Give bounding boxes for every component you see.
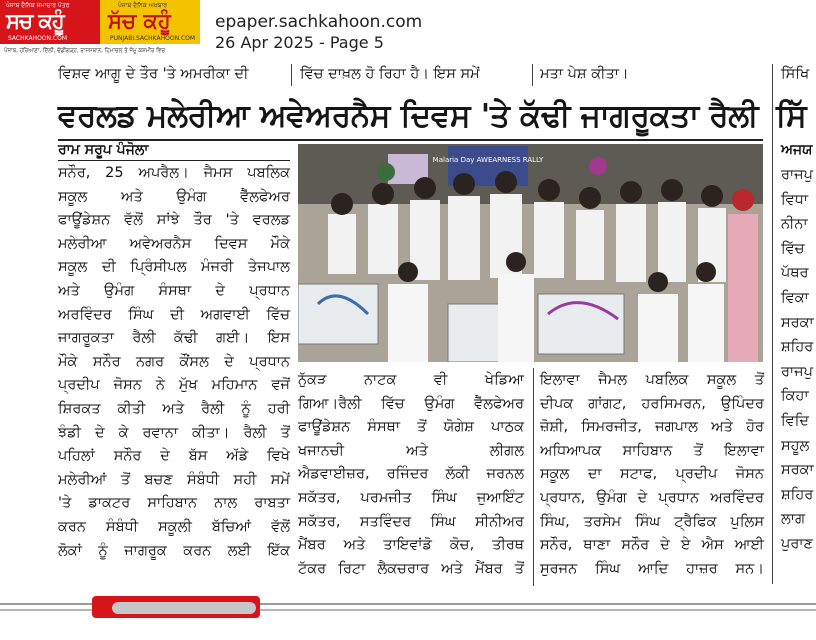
article-headline: ਵਰਲਡ ਮਲੇਰੀਆ ਅਵੇਅਰਨੈਸ ਦਿਵਸ 'ਤੇ ਕੱਢੀ ਜਾਗਰੂਕਤਾ ਰੈਲੀ <box>58 98 759 134</box>
article-text-line: ਅਰਵਿੰਦਰ ਸਿੰਘ ਦੀ ਅਗਵਾਈ ਵਿੱਚ <box>58 306 290 323</box>
article-text-line: ਦੀਪਕ ਗਾਂਗਟ, ਹਰਸਿਮਰਨ, ਉਪਿੰਦਰ <box>540 395 764 412</box>
article-text-line: ਸਰਕਾ <box>781 462 814 479</box>
page-rule-right <box>260 603 816 605</box>
logo-left-tagline: ਪੰਜਾਬ ਦੈਨਿਕ ਸਮਾਚਾਰ ਪੱਤਰ <box>6 2 70 9</box>
article-text-line: ਜਾਗਰੂਕਤਾ ਰੈਲੀ ਕੱਢੀ ਗਈ। ਇਸ <box>58 330 290 347</box>
newspaper-logo[interactable] <box>0 0 200 58</box>
article-text-line: ਸ਼ਿਰਕਤ ਕੀਤੀ ਅਤੇ ਰੈਲੀ ਨੂੰ ਹਰੀ <box>58 401 290 417</box>
article-text-line: ਸਕੂਲ ਦੀ ਪ੍ਰਿੰਸੀਪਲ ਮੰਜਰੀ ਤੇਜਪਾਲ <box>58 259 290 276</box>
article-text-line: ਪੱਥਰ <box>781 265 809 282</box>
source-url[interactable]: epaper.sachkahoon.com <box>215 12 423 32</box>
article-text-line: ਪ੍ਰਧਾਨ, ਉਮੰਗ ਦੇ ਪ੍ਰਧਾਨ ਅਰਵਿੰਦਰ <box>540 490 764 506</box>
article-text-line: ਲਾਗ <box>781 511 806 528</box>
article-text-line: ਝੰਡੀ ਦੇ ਕੇ ਰਵਾਨਾ ਕੀਤਾ। ਰੈਲੀ ਤੋਂ <box>58 424 290 441</box>
column-divider <box>533 368 534 586</box>
article-text-line: ਅਤੇ ਉਮੰਗ ਸੰਸਥਾ ਦੇ ਪ੍ਰਧਾਨ <box>58 283 290 299</box>
logo-regions-strip: ਪੰਜਾਬ, ਹਰਿਆਣਾ, ਦਿੱਲੀ, ਚੰਡੀਗੜ੍ਹ, ਰਾਜਸਥਾਨ, ਹਿਮਾਚਲ ਤੇ ਜੰਮੂ ਕਸ਼ਮੀਰ ਵਿਚ <box>4 48 166 54</box>
article-text-line: ਪੁਰਾਣ <box>781 536 813 552</box>
article-text-line: ਸਿੰਘ, ਤਰਸੇਮ ਸਿੰਘ ਟ੍ਰੈਫਿਕ ਪੁਲਿਸ <box>540 513 764 530</box>
page-rule-right-2 <box>260 609 816 611</box>
scrollbar-thumb[interactable] <box>112 602 256 614</box>
byline-rule <box>58 160 290 161</box>
article-text-line: ਵਿਦਿ <box>781 413 810 429</box>
epaper-header <box>0 0 816 62</box>
article-text-line: ਮੌਕੇ ਸਨੌਰ ਨਗਰ ਕੌਂਸਲ ਦੇ ਪ੍ਰਧਾਨ <box>58 353 290 370</box>
article-text-line: ਪਹਿਲਾਂ ਸਨੌਰ ਦੇ ਬੱਸ ਅੱਡੇ ਵਿਖੇ <box>58 448 290 465</box>
logo-left-title: ਸਚ ਕਹੂੰ <box>6 9 64 33</box>
article-text-line: ਸਰਕਾ <box>781 314 814 331</box>
logo-left-site: SACHKAHOON.COM <box>8 35 67 42</box>
top-strip-col1: ਵਿਸ਼ਵ ਆਗੂ ਦੇ ਤੌਰ 'ਤੇ ਅਮਰੀਕਾ ਦੀ <box>58 66 249 82</box>
article-text-line: ਰਾਜਪੁ <box>781 363 813 380</box>
article-text-line: 'ਤੇ ਡਾਕਟਰ ਸਾਹਿਬਾਨ ਨਾਲ ਰਾਬਤਾ <box>58 495 290 512</box>
article-text-line: ਇਲਾਵਾ ਜੈਮਲ ਪਬਲਿਕ ਸਕੂਲ ਤੋਂ <box>540 372 764 388</box>
logo-right-title: ਸੱਚ ਕਹੂੰ <box>108 9 171 33</box>
article-text-line: ਸਨੌਰ, ਥਾਣਾ ਸਨੌਰ ਦੇ ਏ ਐਸ ਆਈ <box>540 537 764 554</box>
page-rule-left <box>0 603 92 605</box>
article-text-line: ਐਡਵਾਈਜ਼ਰ, ਰਜਿੰਦਰ ਲੱਕੀ ਜਰਨਲ <box>298 466 524 483</box>
article-text-line: ਫਾਊਂਡੇਸ਼ਨ ਵੱਲੋਂ ਸਾਂਝੇ ਤੌਰ 'ਤੇ ਵਰਲਡ <box>58 212 290 229</box>
article-text-line: ਮੈਂਬਰ ਅਤੇ ਤਾਇਵਾਂਡੋ ਕੋਚ, ਤੀਰਥ <box>298 537 524 554</box>
article-text-line: ਮਲੇਰੀਆਂ ਤੋਂ ਬਚਣ ਸੰਬੰਧੀ ਸਹੀ ਸਮੇਂ <box>58 471 290 488</box>
article-text-line: ਸੁਰਜਨ ਸਿੰਘ ਆਦਿ ਹਾਜ਼ਰ ਸਨ। <box>540 560 764 577</box>
article-text-line: ਵਿਕਾ <box>781 290 809 306</box>
logo-right-site: PUNJABI.SACHKAHOON.COM <box>110 35 196 42</box>
article-text-line: ਫਾਊਂਡੇਸ਼ਨ ਸੰਸਥਾ ਤੋਂ ਯੋਗੇਸ਼ ਪਾਠਕ <box>298 419 524 436</box>
article-text-line: ਸ਼ਹਿਰ <box>781 339 814 356</box>
top-strip-col2: ਵਿੱਚ ਦਾਖ਼ਲ ਹੋ ਰਿਹਾ ਹੈ। ਇਸ ਸਮੇਂ <box>300 66 480 82</box>
article-text-line: ਵਿਧਾ <box>781 191 809 208</box>
article-text-line: ਸਕੱਤਰ, ਪਰਮਜੀਤ ਸਿੰਘ ਜੁਆਇੰਟ <box>298 490 524 506</box>
article-text-line: ਪ੍ਰਦੀਪ ਜੋਸਨ ਨੇ ਮੁੱਖ ਮਹਿਮਾਨ ਵਜੋਂ <box>58 377 290 394</box>
page-rule-left-2 <box>0 609 92 611</box>
article-byline: ਰਾਮ ਸਰੂਪ ਪੰਜੋਲਾ <box>58 142 149 158</box>
logo-right-tagline: ਪੰਜਾਬ ਦੈਨਿਕ ਅਖ਼ਬਾਰ <box>118 2 167 9</box>
logo-right-panel <box>100 0 200 44</box>
article-text-line: ਅਧਿਆਪਕ ਸਾਹਿਬਾਨ ਤੋਂ ਇਲਾਵਾ <box>540 442 764 459</box>
page-date-info: 26 Apr 2025 - Page 5 <box>215 33 384 52</box>
right-article-byline: ਅਜਯ <box>781 142 813 158</box>
column-divider <box>291 64 292 86</box>
article-text-line: ਸਕੱਤਰ, ਸਤਵਿੰਦਰ ਸਿੰਘ ਸੀਨੀਅਰ <box>298 513 524 530</box>
article-text-line: ਸਕੂਲ ਅਤੇ ਉਮੰਗ ਵੈੱਲਫੇਅਰ <box>58 188 290 205</box>
article-text-line: ਰਾਜਪੁ <box>781 167 813 183</box>
top-strip-col3: ਮਤਾ ਪੇਸ਼ ਕੀਤਾ। <box>540 66 629 82</box>
photo-banner-text: Malaria Day AWEARNESS RALLY <box>432 156 544 164</box>
article-text-line: ਨੀਨਾ <box>781 216 808 233</box>
top-strip-col4: ਸਿੱਖਿ <box>781 66 810 82</box>
article-text-line: ਜ਼ੋਸ਼ੀ, ਸਿਮਰਜੀਤ, ਜਗਪਾਲ ਅਤੇ ਹੋਰ <box>540 419 764 436</box>
article-text-line: ਮਲੇਰੀਆ ਅਵੇਅਰਨੈਸ ਦਿਵਸ ਮੌਕੇ <box>58 235 290 252</box>
article-text-line: ਖਜਾਨਚੀ ਅਤੇ ਲੀਗਲ <box>298 442 524 459</box>
article-text-line: ਸਨੌਰ, 25 ਅਪਰੈਲ। ਜੈਮਸ ਪਬਲਿਕ <box>58 165 290 181</box>
article-text-line: ਸ਼ਹਿਰ <box>781 486 814 503</box>
article-text-line: ਲੋਕਾਂ ਨੂੰ ਜਾਗਰੂਕ ਕਰਨ ਲਈ ਇੱਕ <box>58 542 290 559</box>
article-text-line: ਟੱਕਰ ਰਿਟਾ ਲੈਕਚਰਾਰ ਅਤੇ ਮੈਂਬਰ ਤੋਂ <box>298 560 524 577</box>
article-text-line: ਨੁੱਕੜ ਨਾਟਕ ਵੀ ਖੇਡਿਆ <box>298 372 524 388</box>
article-text-line: ਸਕੂਲ ਦਾ ਸਟਾਫ, ਪ੍ਰਦੀਪ ਜੋਸਨ <box>540 466 764 483</box>
article-text-line: ਵਿੱਚ <box>781 240 805 257</box>
article-text-line: ਸਹੂਲ <box>781 437 810 454</box>
article-photo[interactable] <box>298 144 763 362</box>
column-divider <box>532 64 533 86</box>
article-text-line: ਕਿਹਾ <box>781 388 809 405</box>
rally-photo-illustration <box>298 144 763 362</box>
column-divider <box>772 64 773 584</box>
article-text-line: ਕਰਨ ਸੰਬੰਧੀ ਸਕੂਲੀ ਬੱਚਿਆਂ ਵੱਲੋਂ <box>58 519 290 535</box>
headline-rule <box>58 139 763 141</box>
logo-left-panel <box>0 0 100 44</box>
article-text-line: ਗਿਆ।ਰੈਲੀ ਵਿੱਚ ਉਮੰਗ ਵੈੱਲਫੇਅਰ <box>298 395 524 412</box>
right-article-headline: ਸਿੱ <box>776 98 807 134</box>
